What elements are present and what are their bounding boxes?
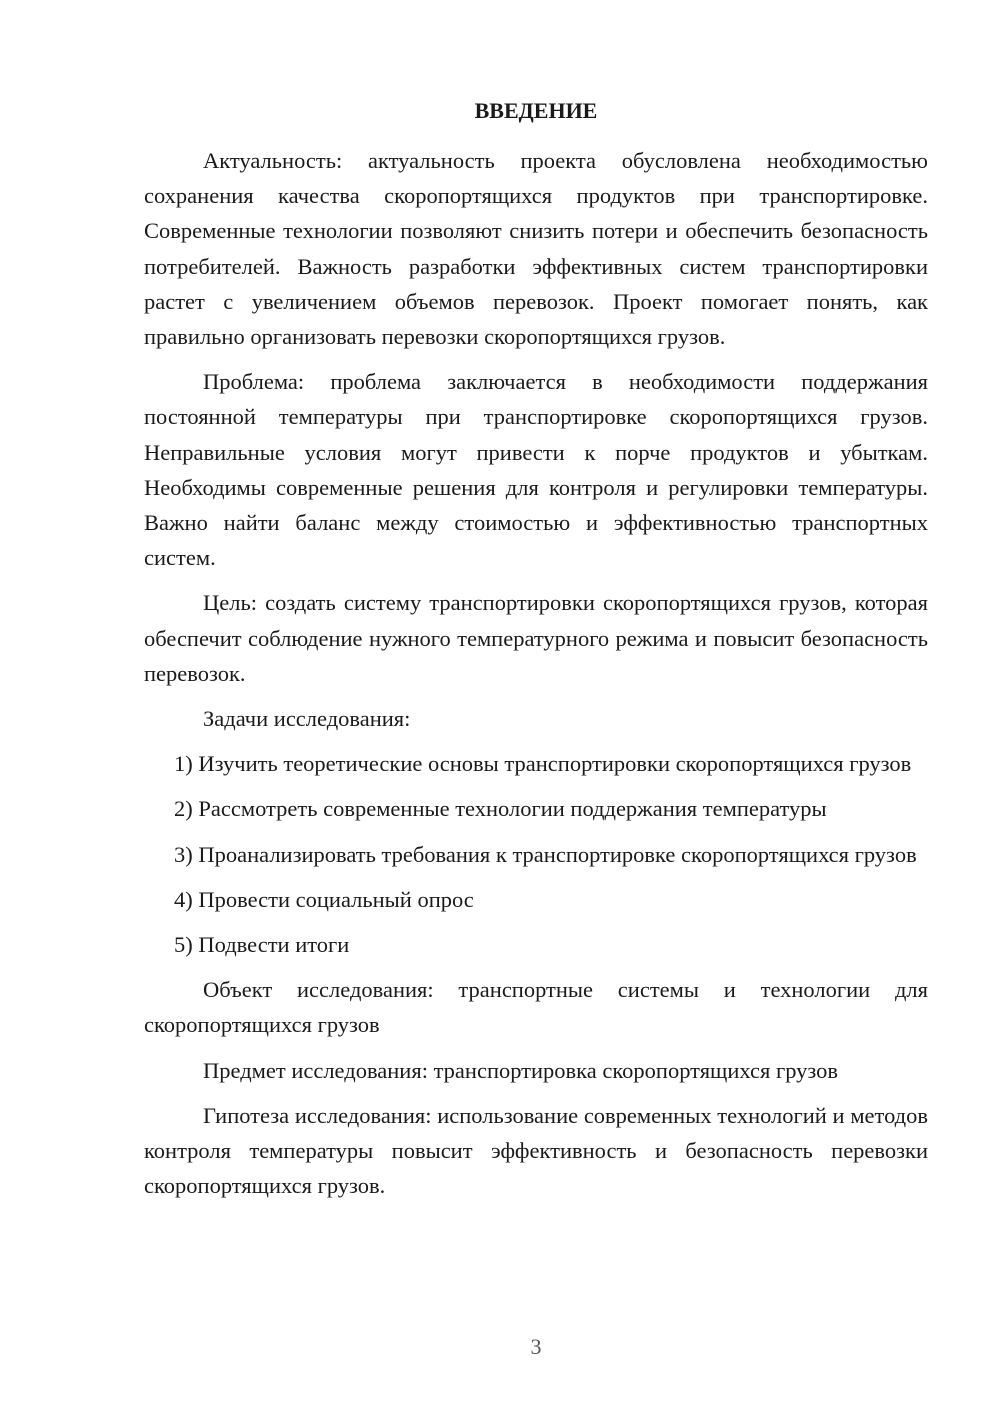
goal-paragraph: Цель: создать систему транспортировки скоропортящихся грузов, которая обеспечит соблюдение нужного температурного режима и повысит безопасность перевозок. (144, 590, 928, 686)
task-item-1: 1) Изучить теоретические основы транспортировки скоропортящихся грузов (174, 751, 912, 777)
hypothesis-paragraph: Гипотеза исследования: использование современных технологий и методов контроля температуры повысит эффективность и безопасность перевозки скоропортящихся грузов. (144, 1102, 928, 1199)
object-paragraph: Объект исследования: транспортные системы и технологии для скоропортящихся грузов (144, 977, 928, 1038)
page-title: ВВЕДЕНИЕ (474, 98, 598, 123)
task-item-2: 2) Рассмотреть современные технологии поддержания температуры (174, 796, 827, 822)
relevance-paragraph: Актуальность: актуальность проекта обусловлена необходимостью сохранения качества скоропортящихся продуктов при транспортировке. Современные технологии позволяют снизить потери и обеспечить безопасность потребителей. Важность разработки эффективных систем транспортировки растет с увеличением объемов перевозок. Проект помогает понять, как правильно организовать перевозки скоропортящихся грузов. (144, 148, 928, 350)
problem-paragraph: Проблема: проблема заключается в необходимости поддержания постоянной температуры при транспортировке скоропортящихся грузов. Неправильные условия могут привести к порче продуктов и убыткам. Необходимы современные решения для контроля и регулировки температуры. Важно найти баланс между стоимостью и эффективностью транспортных систем. (144, 369, 928, 571)
tasks-heading: Задачи исследования: (203, 706, 411, 732)
page-number: 3 (530, 1334, 542, 1359)
task-item-4: 4) Провести социальный опрос (174, 886, 474, 912)
subject-paragraph: Предмет исследования: транспортировка скоропортящихся грузов (203, 1057, 839, 1083)
task-item-5: 5) Подвести итоги (174, 932, 350, 958)
document-body (144, 143, 928, 1213)
task-item-3: 3) Проанализировать требования к транспортировке скоропортящихся грузов (174, 841, 917, 867)
